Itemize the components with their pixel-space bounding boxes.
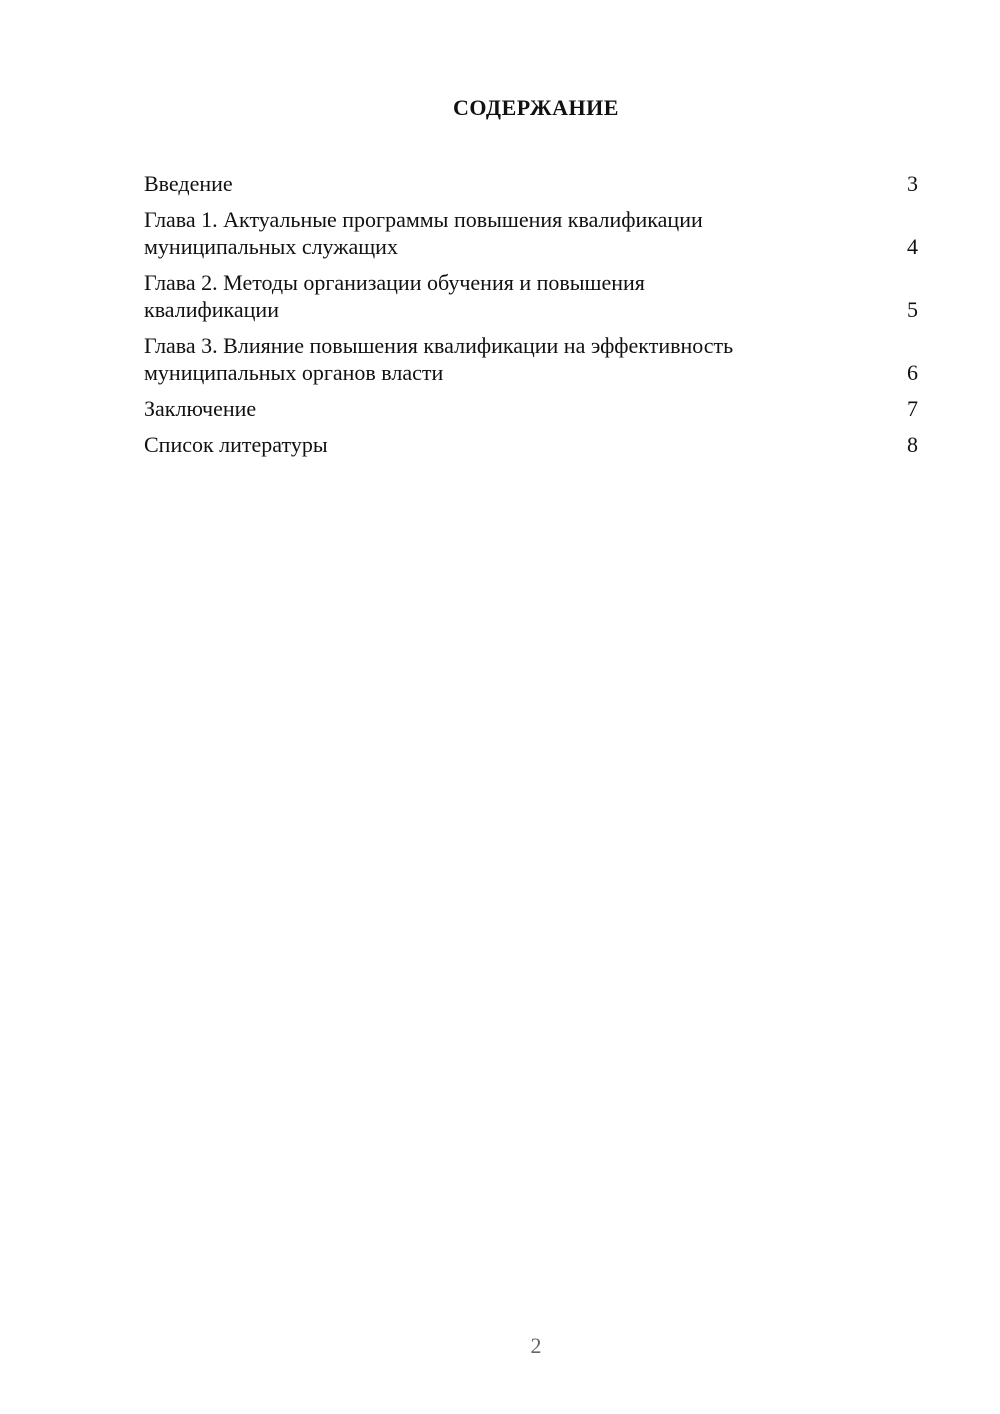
toc-entry-label [144, 332, 834, 386]
toc-entry-page: 5 [907, 297, 918, 322]
toc-entry-label [144, 170, 834, 197]
toc-entry-references [144, 431, 918, 458]
toc-entry-chapter-1 [144, 206, 918, 260]
toc-entry-label [144, 206, 834, 260]
table-of-contents [144, 170, 918, 467]
toc-title: СОДЕРЖАНИЕ [453, 95, 619, 120]
toc-entry-line: Глава 3. Влияние повышения квалификации на эффективность [144, 333, 734, 358]
toc-entry-line: квалификации [144, 297, 279, 322]
toc-entry-line: Глава 1. Актуальные программы повышения квалификации [144, 207, 703, 232]
toc-entry-line: Введение [144, 171, 233, 196]
toc-entry-line: Список литературы [144, 432, 328, 457]
toc-entry-conclusion [144, 395, 918, 422]
toc-entry-line: Глава 2. Методы организации обучения и повышения [144, 270, 645, 295]
page-number: 2 [530, 1333, 542, 1358]
toc-entry-label [144, 269, 834, 323]
toc-entry-label [144, 395, 834, 422]
toc-entry-line: муниципальных служащих [144, 234, 398, 259]
toc-entry-label [144, 431, 834, 458]
toc-entry-introduction [144, 170, 918, 197]
toc-entry-chapter-3 [144, 332, 918, 386]
toc-entry-page: 8 [907, 432, 918, 457]
toc-entry-page: 6 [907, 360, 918, 385]
toc-entry-chapter-2 [144, 269, 918, 323]
toc-entry-line: Заключение [144, 396, 257, 421]
toc-entry-page: 7 [907, 396, 918, 421]
toc-entry-page: 3 [907, 171, 918, 196]
toc-entry-page: 4 [907, 234, 918, 259]
toc-entry-line: муниципальных органов власти [144, 360, 444, 385]
